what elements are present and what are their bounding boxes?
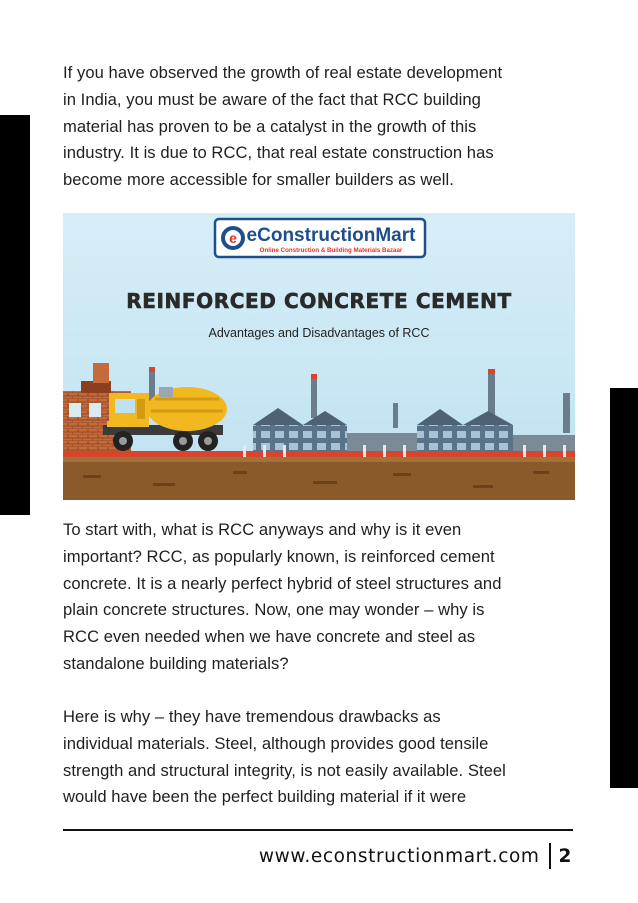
left-margin-bar — [0, 115, 30, 515]
text-line: would have been the perfect building material if it were — [63, 787, 467, 807]
banner-subtitle: Advantages and Disadvantages of RCC — [208, 326, 430, 340]
text-line: concrete. It is a nearly perfect hybrid of steel structures and — [63, 573, 502, 593]
text-line: If you have observed the growth of real estate development — [63, 63, 503, 82]
intro-paragraph — [63, 60, 583, 194]
logo-name: eConstructionMart — [246, 225, 416, 246]
footer-separator — [549, 843, 551, 869]
text-line: material has proven to be a catalyst in the growth of this — [63, 116, 477, 136]
text-line: standalone building materials? — [63, 653, 289, 673]
text-line: plain concrete structures. Now, one may wonder – why is — [63, 600, 485, 620]
rcc-definition-paragraph — [63, 517, 583, 678]
page-footer — [0, 842, 572, 870]
text-line: To start with, what is RCC anyways and why is it even — [63, 520, 462, 539]
footer-divider — [63, 829, 573, 831]
text-line: RCC even needed when we have concrete and steel as — [63, 627, 476, 647]
text-line: individual materials. Steel, although provides good tensile — [63, 733, 489, 753]
text-line: become more accessible for smaller builders as well. — [63, 170, 454, 190]
text-line: Here is why – they have tremendous drawbacks as — [63, 707, 441, 726]
drawbacks-paragraph — [63, 704, 583, 811]
text-line: in India, you must be aware of the fact that RCC building — [63, 89, 481, 109]
banner-headline: REINFORCED CONCRETE CEMENT — [126, 289, 512, 313]
footer-url[interactable]: www.econstructionmart.com — [258, 845, 540, 867]
brand-logo — [215, 219, 425, 257]
right-margin-bar — [610, 388, 638, 788]
text-line: important? RCC, as popularly known, is reinforced cement — [63, 546, 495, 566]
ground — [63, 457, 575, 500]
rcc-banner-image — [63, 213, 575, 500]
text-line: industry. It is due to RCC, that real estate construction has — [63, 143, 494, 163]
logo-letter: e — [229, 230, 237, 246]
page-number: 2 — [558, 845, 572, 867]
text-line: strength and structural integrity, is not easily available. Steel — [63, 760, 506, 780]
logo-tagline: Online Construction & Building Materials Bazaar — [259, 247, 403, 254]
